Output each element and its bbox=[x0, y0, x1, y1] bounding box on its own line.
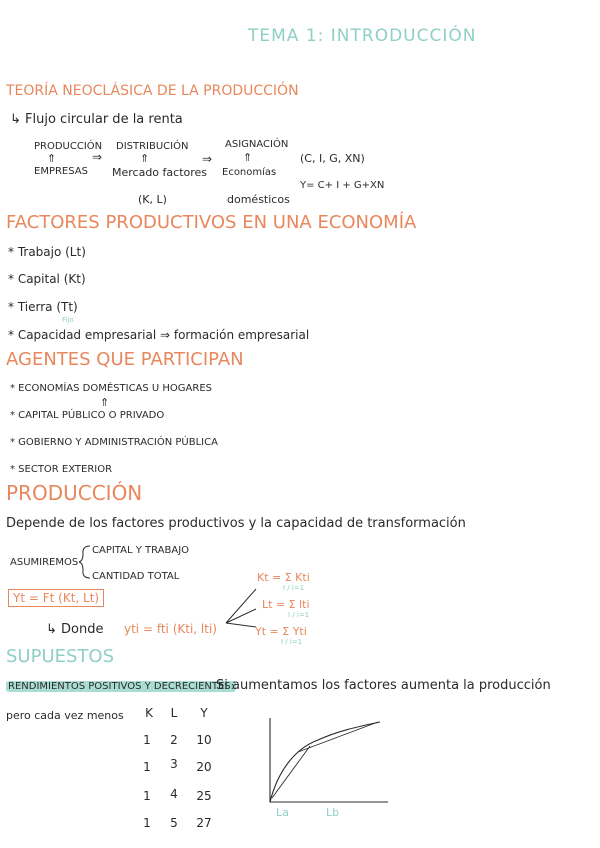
kt-sum: Kt = Σ Kti bbox=[257, 571, 310, 584]
arrow-impl-1: ⇒ bbox=[92, 150, 103, 164]
table-header: K bbox=[145, 706, 153, 720]
sum-limits-2: I / i=1 bbox=[288, 611, 310, 619]
heading-factores: FACTORES PRODUCTIVOS EN UNA ECONOMÍA bbox=[6, 212, 417, 233]
agent-item-gobierno: * GOBIERNO Y ADMINISTRACIÓN PÚBLICA bbox=[10, 437, 218, 448]
flow-label: ↳ Flujo circular de la renta bbox=[10, 112, 183, 127]
factor-item-capital: * Capital (Kt) bbox=[8, 272, 86, 286]
rendimientos-highlight: RENDIMIENTOS POSITIVOS Y DECRECIENTES: bbox=[8, 681, 235, 692]
rendimientos-rest: Si aumentamos los factores aumenta la producción bbox=[216, 678, 551, 693]
empresas-label: EMPRESAS bbox=[34, 166, 88, 177]
graph-label-la: La bbox=[276, 806, 289, 819]
cada-vez-menos: pero cada vez menos bbox=[6, 709, 124, 722]
graph-label-lb: Lb bbox=[326, 806, 340, 819]
heading-teoria: TEORÍA NEOCLÁSICA DE LA PRODUCCIÓN bbox=[6, 83, 299, 99]
table-cell: 4 bbox=[170, 787, 178, 801]
table-cell: 3 bbox=[170, 757, 178, 771]
tierra-note: Fijo bbox=[62, 316, 74, 324]
capital-trabajo-label: CAPITAL Y TRABAJO bbox=[92, 545, 190, 556]
heading-produccion: PRODUCCIÓN bbox=[6, 481, 143, 505]
asignacion-label: ASIGNACIÓN bbox=[225, 139, 289, 150]
individual-function: yti = fti (Kti, lti) bbox=[124, 622, 217, 636]
tangent-line-b bbox=[298, 722, 378, 752]
factor-item-capacidad: * Capacidad empresarial ⇒ formación empresarial bbox=[8, 328, 310, 342]
arrow-up-agent: ⇑ bbox=[100, 396, 110, 409]
donde-label: ↳ Donde bbox=[46, 622, 104, 637]
agent-item-capital: * CAPITAL PÚBLICO O PRIVADO bbox=[10, 410, 165, 421]
production-function-box: Yt = Ft (Kt, Lt) bbox=[8, 589, 104, 607]
table-header: L bbox=[170, 706, 178, 720]
heading-supuestos: SUPUESTOS bbox=[6, 646, 115, 667]
produccion-sentence: Depende de los factores productivos y la capacidad de transformación bbox=[6, 516, 466, 531]
factor-item-tierra: * Tierra (Tt) bbox=[8, 300, 78, 314]
yt-sum: Yt = Σ Yti bbox=[255, 625, 307, 638]
arrow-up-3: ⇑ bbox=[243, 151, 253, 164]
production-curve bbox=[270, 722, 380, 802]
asumiremos-label: ASUMIREMOS bbox=[10, 557, 79, 568]
distribucion-label: DISTRIBUCIÓN bbox=[116, 141, 189, 152]
sum-limits-1: I / i=1 bbox=[283, 584, 305, 592]
table-cell: 5 bbox=[170, 816, 178, 830]
table-cell: 1 bbox=[143, 760, 151, 774]
page-title: TEMA 1: INTRODUCCIÓN bbox=[248, 26, 477, 46]
arrow-up-2: ⇑ bbox=[140, 152, 150, 165]
identity-label: Y= C+ I + G+XN bbox=[300, 180, 385, 191]
table-cell: 2 bbox=[170, 733, 178, 747]
agent-item-exterior: * SECTOR EXTERIOR bbox=[10, 464, 113, 475]
arrow-impl-2: ⇒ bbox=[202, 152, 213, 166]
table-cell: 20 bbox=[196, 760, 212, 774]
heading-agentes: AGENTES QUE PARTICIPAN bbox=[6, 349, 244, 370]
factor-item-trabajo: * Trabajo (Lt) bbox=[8, 245, 86, 259]
table-cell: 1 bbox=[143, 789, 151, 803]
agent-item-hogares: * ECONOMÍAS DOMÉSTICAS U HOGARES bbox=[10, 383, 213, 394]
arrow-up-1: ⇑ bbox=[47, 152, 57, 165]
cantidad-total-label: CANTIDAD TOTAL bbox=[92, 571, 180, 582]
domesticos-label: domésticos bbox=[227, 193, 290, 206]
sum-limits-3: I / i=1 bbox=[281, 638, 303, 646]
table-header: Y bbox=[200, 706, 208, 720]
components-label: (C, I, G, XN) bbox=[300, 152, 365, 165]
table-cell: 27 bbox=[196, 816, 212, 830]
brace-shape bbox=[78, 544, 92, 580]
graph-axes bbox=[270, 718, 388, 802]
tangent-line-a bbox=[272, 746, 310, 798]
table-cell: 1 bbox=[143, 816, 151, 830]
lt-sum: Lt = Σ lti bbox=[262, 598, 310, 611]
produccion-label: PRODUCCIÓN bbox=[34, 141, 103, 152]
mercado-label: Mercado factores bbox=[112, 166, 208, 179]
table-cell: 25 bbox=[196, 789, 212, 803]
table-cell: 1 bbox=[143, 733, 151, 747]
table-cell: 10 bbox=[196, 733, 212, 747]
kl-label: (K, L) bbox=[138, 193, 167, 206]
economias-label: Economías bbox=[222, 167, 277, 178]
